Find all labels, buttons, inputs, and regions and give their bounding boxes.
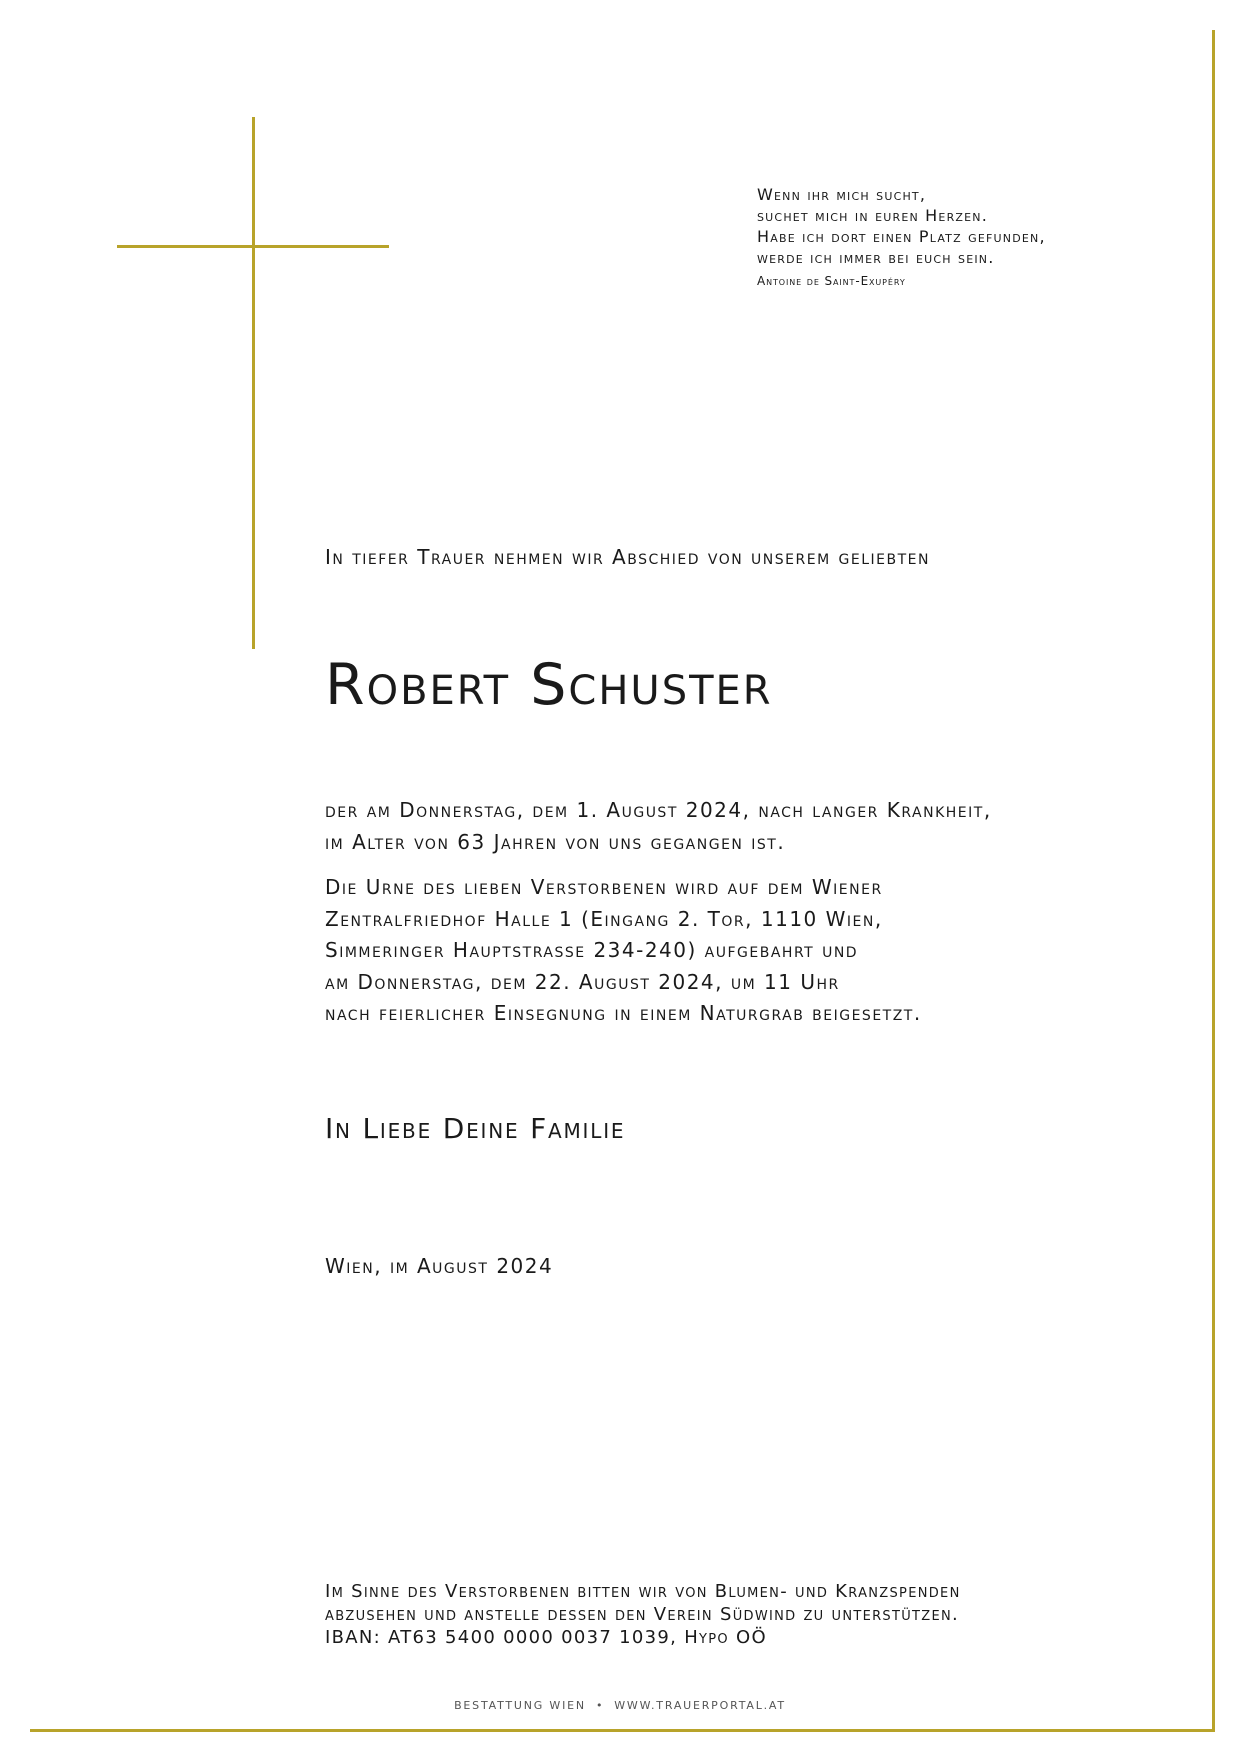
quote-line: suchet mich in euren Herzen. — [757, 206, 989, 225]
body-line: Die Urne des lieben Verstorbenen wird auf dem Wiener — [325, 875, 883, 899]
quote-author: Antoine de Saint-Exupéry — [757, 274, 906, 288]
body-line: der am Donnerstag, dem 1. August 2024, nach langer Krankheit, — [325, 798, 992, 822]
footer-company: BESTATTUNG WIEN — [454, 1699, 586, 1712]
footer-separator: • — [595, 1699, 605, 1712]
closing-signature: In Liebe Deine Familie — [325, 1112, 626, 1145]
donation-line: Im Sinne des Verstorbenen bitten wir von Blumen- und Kranzspenden — [325, 1581, 961, 1602]
cross-icon-horizontal — [117, 245, 389, 248]
footer-website-link[interactable]: WWW.TRAUERPORTAL.AT — [614, 1699, 786, 1712]
place-date: Wien, im August 2024 — [325, 1254, 554, 1278]
body-line: im Alter von 63 Jahren von uns gegangen ist. — [325, 829, 786, 854]
quote-line: werde ich immer bei euch sein. — [757, 248, 995, 267]
footer — [0, 1699, 1240, 1712]
notice-body — [325, 795, 1185, 1030]
donation-line: IBAN: AT63 5400 0000 0037 1039, Hypo OÖ — [325, 1627, 767, 1648]
paragraph-gap — [325, 858, 1185, 872]
frame-right-line — [1212, 30, 1215, 1732]
frame-bottom-line — [30, 1729, 1215, 1732]
quote-line: Wenn ihr mich sucht, — [757, 185, 927, 204]
deceased-name: Robert Schuster — [325, 652, 773, 718]
donation-line: abzusehen und anstelle dessen den Verein Südwind zu unterstützen. — [325, 1604, 960, 1625]
body-line: am Donnerstag, dem 22. August 2024, um 11 Uhr — [325, 969, 840, 994]
intro-text: In tiefer Trauer nehmen wir Abschied von unserem geliebten — [325, 545, 930, 569]
quote-block — [757, 184, 1177, 292]
quote-line: Habe ich dort einen Platz gefunden, — [757, 227, 1046, 246]
donation-note — [325, 1580, 1185, 1649]
body-line: Simmeringer Hauptstrasse 234-240) aufgebahrt und — [325, 938, 859, 962]
cross-icon-vertical — [252, 117, 255, 649]
body-line: nach feierlicher Einsegnung in einem Naturgrab beigesetzt. — [325, 1001, 922, 1025]
body-line: Zentralfriedhof Halle 1 (Eingang 2. Tor, 1110 Wien, — [325, 906, 883, 931]
